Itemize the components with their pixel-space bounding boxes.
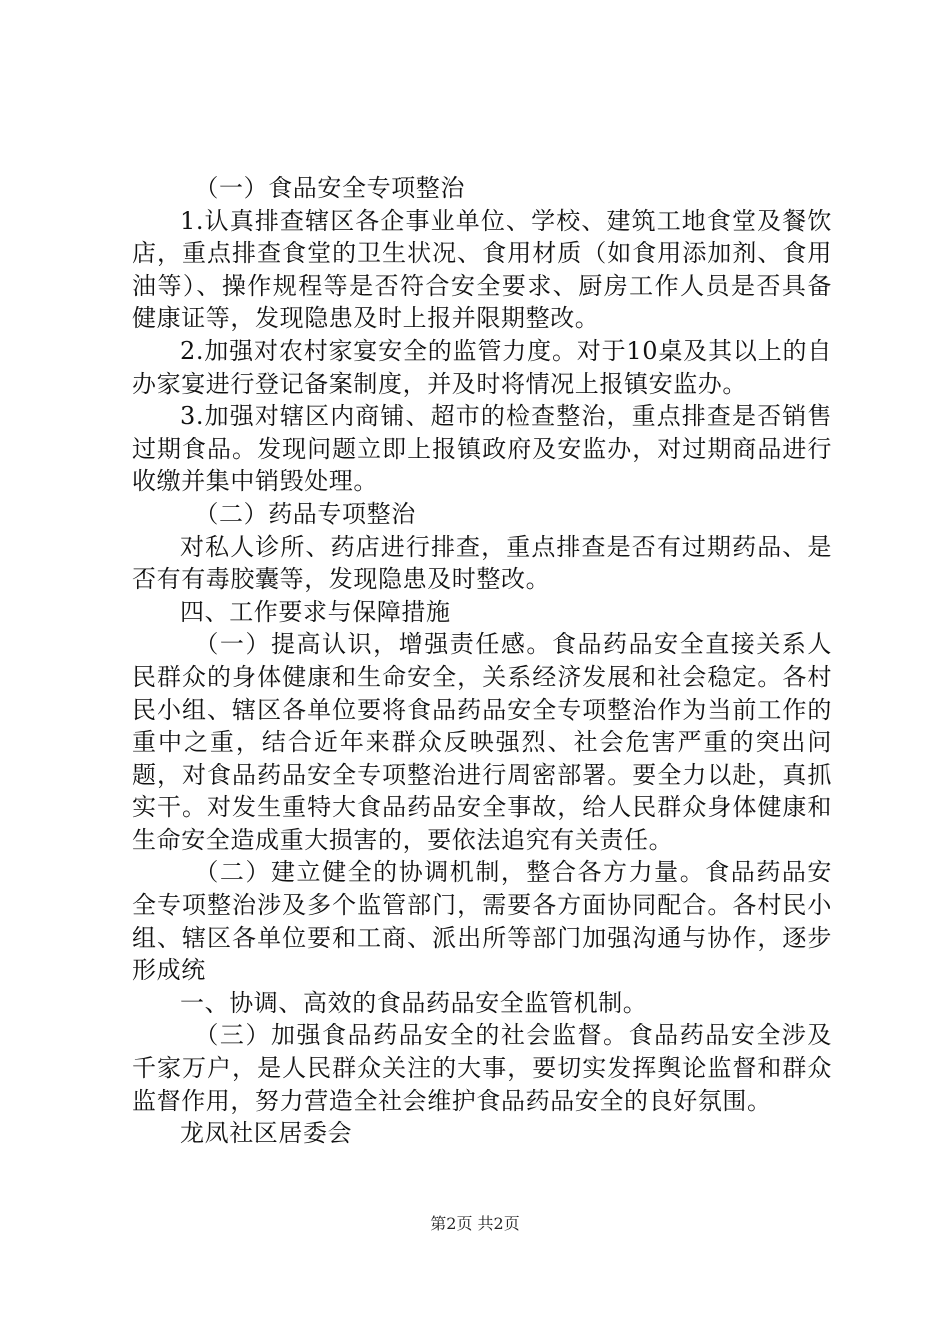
paragraph-item-3: 3.加强对辖区内商铺、超市的检查整治，重点排查是否销售过期食品。发现问题立即上报镇政府及安监办，对过期商品进行收缴并集中销毁处理。	[132, 402, 832, 496]
paragraph-item-2: 2.加强对农村家宴安全的监管力度。对于10桌及其以上的自办家宴进行登记备案制度，并及时将情况上报镇安监办。	[132, 336, 832, 398]
paragraph-item-1: 1.认真排查辖区各企事业单位、学校、建筑工地食堂及餐饮店，重点排查食堂的卫生状况、食用材质（如食用添加剂、食用油等）、操作规程等是否符合安全要求、厨房工作人员是否具备健康证等，发现隐患及时上报并限期整改。	[132, 206, 832, 333]
section-heading-drug-safety: （二）药品专项整治	[194, 499, 416, 528]
page-footer: 第2页 共2页	[430, 1214, 520, 1233]
section-heading-requirements: 四、工作要求与保障措施	[180, 597, 451, 626]
paragraph-coordination-continued: 一、协调、高效的食品药品安全监管机制。	[180, 988, 648, 1017]
section-heading-food-safety: （一）食品安全专项整治	[194, 174, 465, 202]
paragraph-supervision: （三）加强食品药品安全的社会监督。食品药品安全涉及千家万户，是人民群众关注的大事，要切实发挥舆论监督和群众监督作用，努力营造全社会维护食品药品安全的良好氛围。	[132, 1021, 832, 1115]
paragraph-coordination: （二）建立健全的协调机制，整合各方力量。食品药品安全专项整治涉及多个监管部门，需要各方面协同配合。各村民小组、辖区各单位要和工商、派出所等部门加强沟通与协作，逐步形成统	[132, 858, 832, 985]
signature-organization: 龙凤社区居委会	[180, 1119, 353, 1148]
document-body	[132, 172, 832, 1150]
paragraph-drug-inspection: 对私人诊所、药店进行排查，重点排查是否有过期药品、是否有有毒胶囊等，发现隐患及时整改。	[132, 532, 832, 594]
paragraph-awareness: （一）提高认识，增强责任感。食品药品安全直接关系人民群众的身体健康和生命安全，关系经济发展和社会稳定。各村民小组、辖区各单位要将食品药品安全专项整治作为当前工作的重中之重，结合近年来群众反映强烈、社会危害严重的突出问题，对食品药品安全专项整治进行周密部署。要全力以赴，真抓实干。对发生重特大食品药品安全事故，给人民群众身体健康和生命安全造成重大损害的，要依法追究有关责任。	[132, 630, 832, 854]
